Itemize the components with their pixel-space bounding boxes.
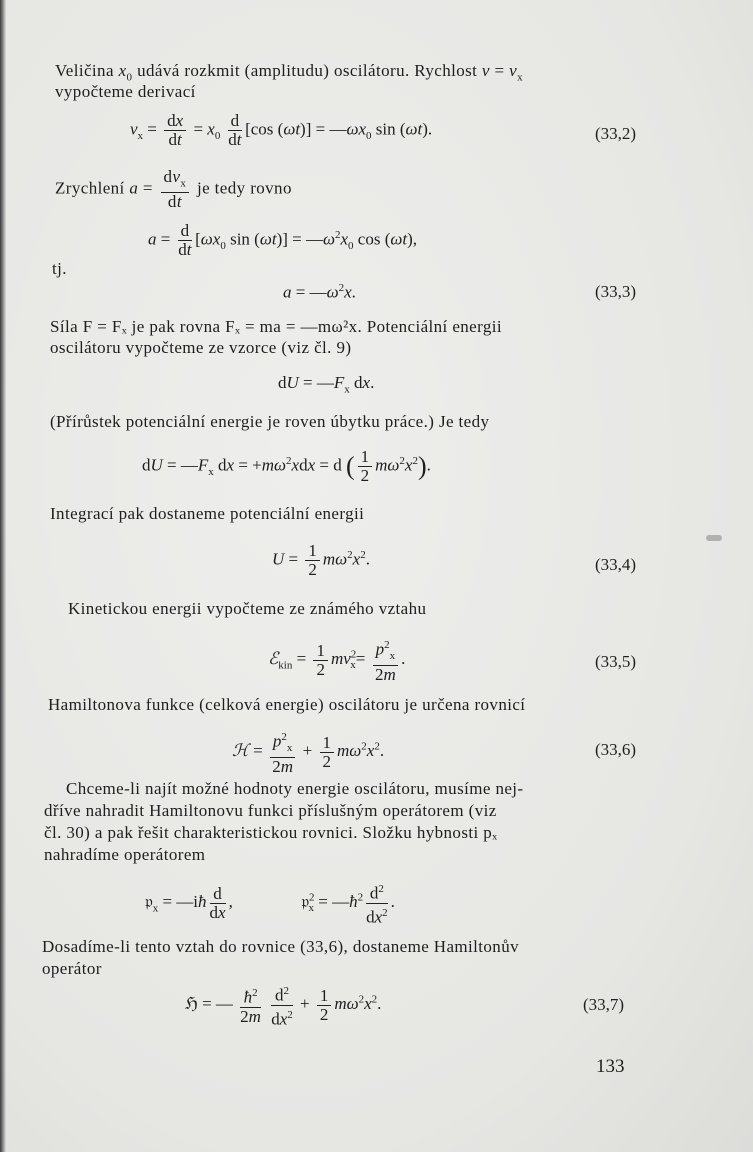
paragraph-10-line-1: Dosadíme-li tento vztah do rovnice (33,6), dostaneme Hamiltonův (42, 937, 520, 956)
equation-33-4: U = $\frac{1}{2}$ $m\omega^2x^2$. (272, 541, 370, 579)
equation-number: (33,7) (583, 995, 625, 1014)
paragraph-10-line-2: operátor (42, 959, 102, 978)
paragraph-7: Kinetickou energii vypočteme ze známého vztahu (68, 599, 427, 618)
paragraph-3: tj. (52, 259, 67, 278)
equation-momentum-operators: 𝔭$_x$ = —iħ $\frac{d}{dx}$ , 𝔭$^2_x$ = $—ħ^2$ $\frac{d^2}{dx^2}$ . (145, 880, 395, 926)
paragraph-9-line-1: Chceme-li najít možné hodnoty energie oscilátoru, musíme nej- (66, 779, 524, 798)
paragraph-9-line-3: čl. 30) a pak řešit charakteristickou rovnici. Složku hybnosti pₓ (44, 823, 498, 842)
scan-smudge (706, 535, 722, 541)
paragraph-1-line-1: Veličina $x_0$ udává rozkmit (amplitudu) oscilátoru. Rychlost $v = v_x$ (55, 61, 524, 84)
equation-dU: dU = $—F_x$ dx. (278, 373, 375, 396)
page-number: 133 (596, 1056, 625, 1077)
page-binding-shadow (0, 0, 6, 1152)
equation-number: (33,4) (595, 555, 637, 574)
paragraph-1-line-2: vypočteme derivací (55, 82, 196, 101)
paragraph-8: Hamiltonova funkce (celková energie) oscilátoru je určena rovnicí (48, 695, 526, 714)
paragraph-4-line-1: Síla F = Fₓ je pak rovna Fₓ = ma = —mω²x. Potenciální energii (50, 317, 503, 336)
equation-number: (33,3) (595, 282, 637, 301)
equation-acceleration: a = $\frac{d}{dt}$ [$\omega x_0$ $\sin (\omega t)] = —\omega^2x_0$ cos (ωt), (148, 221, 418, 259)
equation-dU-expanded: dU = $—F_x$ dx = $+m\omega^2xdx = d$ ( $\frac{1}{2}$ $m\omega^2x^2$). (142, 447, 431, 485)
paragraph-2: Zrychlení a = $\frac{dv_x}{dt}$ je tedy rovno (55, 167, 292, 212)
equation-33-5: ℰ$_{kin}$ = $\frac{1}{2}$ $mv^2_x=$ $\frac{p^2_x}{2m}$ . (268, 636, 405, 684)
paragraph-4-line-2: oscilátoru vypočteme ze vzorce (viz čl. 9) (50, 338, 352, 357)
equation-33-3: $a = —\omega^2x$. (283, 282, 356, 302)
paragraph-9-line-4: nahradíme operátorem (44, 845, 206, 864)
equation-number: (33,5) (595, 652, 637, 671)
equation-33-2: $v_x$ = $\frac{dx}{dt}$ = $x_0$ $\frac{d}{dt}$ [cos $(\omega t)] = —\omega x_0$ sin (ωt). (130, 111, 433, 149)
equation-33-6: ℋ = $\frac{p^2_x}{2m}$ + $\frac{1}{2}$ $m\omega^2x^2$. (232, 728, 384, 776)
paragraph-6: Integrací pak dostaneme potenciální energii (50, 504, 365, 523)
paragraph-9-line-2: dříve nahradit Hamiltonovu funkci příslušným operátorem (viz (44, 801, 497, 820)
equation-number: (33,2) (595, 124, 637, 143)
equation-number: (33,6) (595, 740, 637, 759)
paragraph-5: (Přírůstek potenciální energie je roven úbytku práce.) Je tedy (50, 412, 490, 431)
equation-33-7: ℌ = — $\frac{ħ^2}{2m}$ $\frac{d^2}{dx^2}$ + $\frac{1}{2}$ $m\omega^2x^2$. (185, 982, 381, 1028)
